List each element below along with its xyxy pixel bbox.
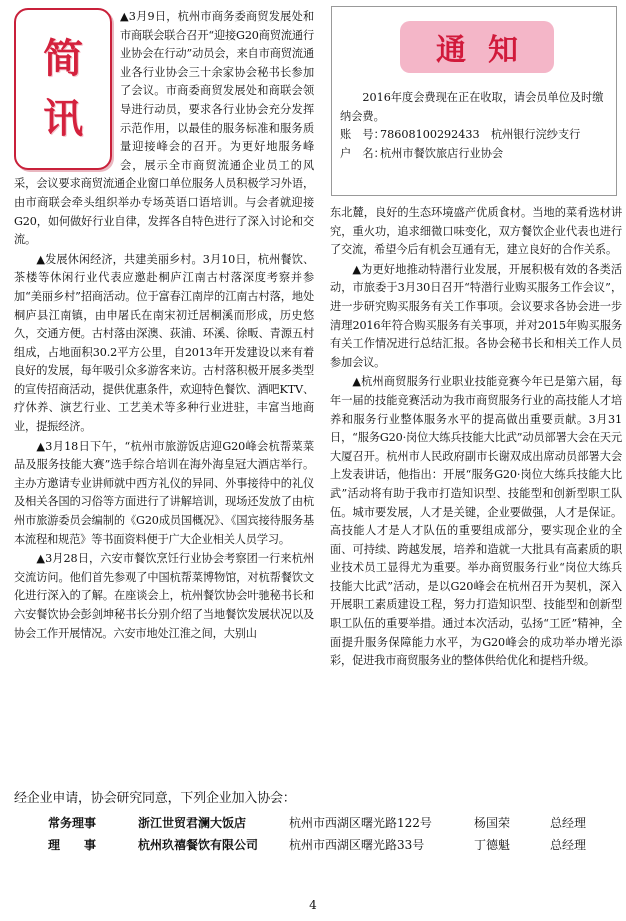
page-number: 4 <box>309 898 317 912</box>
notice-holder-label: 户 名： <box>340 146 385 160</box>
brief-paragraph-5: ▲为更好地推动特潜行业发展，开展积极有效的各类活动，市旅委于3月30日召开“特潜行业购买服务工作会议”，进一步研究购买服务有关工作事项。会议要求各协会进一步清理2016年符合购买服务有关事项，并对2015年购买服务有关工作情况进行总结汇报。各协会秘书长和相关工作人员参加会议。 <box>330 262 622 369</box>
new-members-section <box>14 787 614 858</box>
brief-paragraph-1: ▲3月9日，杭州市商务委商贸发展处和市商联会联合召开“迎接G20商贸流通行业协会在行动”动员会，来自市商贸流通业各行业协会三十余家协会秘书长参加了会议。市商委商贸发展处和商联会领导进行动员，要求各行业协会充分发挥示范作用，以最佳的服务标准和服务质量迎接峰会的召开。为更好地服务峰会，展示全市商贸流通企业员工的风采，会议要求商贸流通企业窗口单位服务人员积极学习外语，由市商联会牵头组织举办专场英语口语培训。与会者就迎接G20，如何做好行业自律，发挥各自特色进行了深入讨论和交流。 <box>14 10 314 247</box>
member-company: 杭州玖禧餐饮有限公司 <box>138 838 259 852</box>
notice-title: 通知 <box>436 33 540 68</box>
notice-account-row <box>340 126 612 145</box>
notice-holder-value: 杭州市餐饮旅店行业协会 <box>380 146 504 160</box>
member-title: 总经理 <box>550 838 587 852</box>
member-row <box>14 814 614 836</box>
brief-label-box <box>14 8 112 170</box>
member-role: 常务理事 <box>48 816 97 830</box>
notice-holder-row <box>340 145 612 164</box>
member-company: 浙江世贸君澜大饭店 <box>138 816 247 830</box>
member-row <box>14 836 614 858</box>
member-address: 杭州市西湖区曙光路33号 <box>289 838 425 852</box>
brief-paragraph-4: ▲3月28日，六安市餐饮烹饪行业协会考察团一行来杭州交流访问。他们首先参观了中国杭帮菜博物馆，对杭帮餐饮文化进行深入的了解。在座谈会上，杭州餐饮协会叶驰秘书长和六安餐饮协会彭剑坤秘书长分别介绍了当地餐饮发展状况以及协会工作开展情况。六安市地处江淮之间，大别山 <box>14 552 314 640</box>
member-person: 丁德魁 <box>474 838 511 852</box>
right-column <box>330 204 622 671</box>
notice-account-value: 78608100292433 杭州银行浣纱支行 <box>380 128 581 142</box>
member-person: 杨国荣 <box>474 816 511 830</box>
brief-paragraph-2: ▲发展休闲经济，共建美丽乡村。3月10日，杭州餐饮、茶楼等休闲行业代表应邀赴桐庐江南古村落深度考察并参加“美丽乡村”招商活动。位于富春江南岸的江南古村落，地处桐庐县江南镇，由申屠氏在南宋初迁居桐溪而形成，历史悠久，交通方便。古村落由深澳、荻浦、环溪、徐畈、青源五村组成，占地面积30.2平方公里，自2013年开发建设以来有着良好的发展，每年吸引众多游客来访。古村落积极开展多类型的宣传招商活动，提供优惠条件，欢迎特色餐饮、酒吧KTV、疗休养、演艺行业、工艺美术等多种行业进驻，丰富当地商业，提振经济。 <box>14 252 314 434</box>
brief-paragraph-3: ▲3月18日下午，“杭州市旅游饭店迎G20峰会杭帮菜菜品及服务技能大赛”选手综合培训在海外海皇冠大酒店举行。主办方邀请专业讲师就中西方礼仪的异同、外事接待中的礼仪及相关各国的习俗等方面进行了讲解培训，现场还发放了由杭州市旅游委员会编制的《G20成员国概况》、《国宾接待服务基本流程和规范》等书面资料便于广大企业相关人员学习。 <box>14 439 314 546</box>
brief-label-char-1: 简 <box>43 36 83 82</box>
brief-paragraph-6: ▲杭州商贸服务行业职业技能竞赛今年已是第六届，每年一届的技能竞赛活动为我市商贸服务行业的高技能人才培养和服务行业整体服务水平的提高做出重要贡献。3月31日，“服务G20·岗位大练兵技能大比武”动员部署大会在天元大厦召开。杭州市人民政府副市长谢双成出席动员部署大会上发表讲话，他指出：开展“服务G20·岗位大练兵技能大比武”活动将有助于我市打造知识型、技能型和创新型职工队伍。城市要发展，人才是关键，企业要做强，人才是保证。高技能人才是人才队伍的重要组成部分，要实现企业的全面、可持续、跨越发展，培养和造就一大批具有高素质的职业技术员工显得尤为重要。举办商贸服务行业“岗位大练兵技能大比武”活动，是以G20峰会在杭州召开为契机，深入开展职工素质建设工程，努力打造知识型、技能型和创新型职工队伍的重要举措。通过本次活动，弘扬“工匠”精神，全面提升服务保障能力水平，为G20峰会的成功举办增光添彩，促进我市商贸服务业的整体供给优化和提档升级。 <box>330 375 622 668</box>
member-address: 杭州市西湖区曙光路122号 <box>289 816 432 830</box>
left-column <box>14 8 314 643</box>
member-title: 总经理 <box>550 816 587 830</box>
brief-paragraph-4-continued: 东北麓，良好的生态环境盛产优质食材。当地的菜肴选材讲究，重火功，追求细微口味变化，双方餐饮企业代表也进行了交流，希望今后有机会互通有无，建立良好的合作关系。 <box>330 206 622 257</box>
notice-account-label: 账 号： <box>340 128 385 142</box>
new-members-intro: 经企业申请，协会研究同意，下列企业加入协会： <box>14 791 296 806</box>
notice-title-banner <box>400 21 554 73</box>
brief-label-char-2: 讯 <box>43 96 83 142</box>
notice-box <box>331 6 617 196</box>
member-role: 理 事 <box>48 838 97 852</box>
notice-message: 2016年度会费现在正在收取，请会员单位及时缴纳会费。 <box>340 91 604 123</box>
notice-body <box>340 89 612 163</box>
